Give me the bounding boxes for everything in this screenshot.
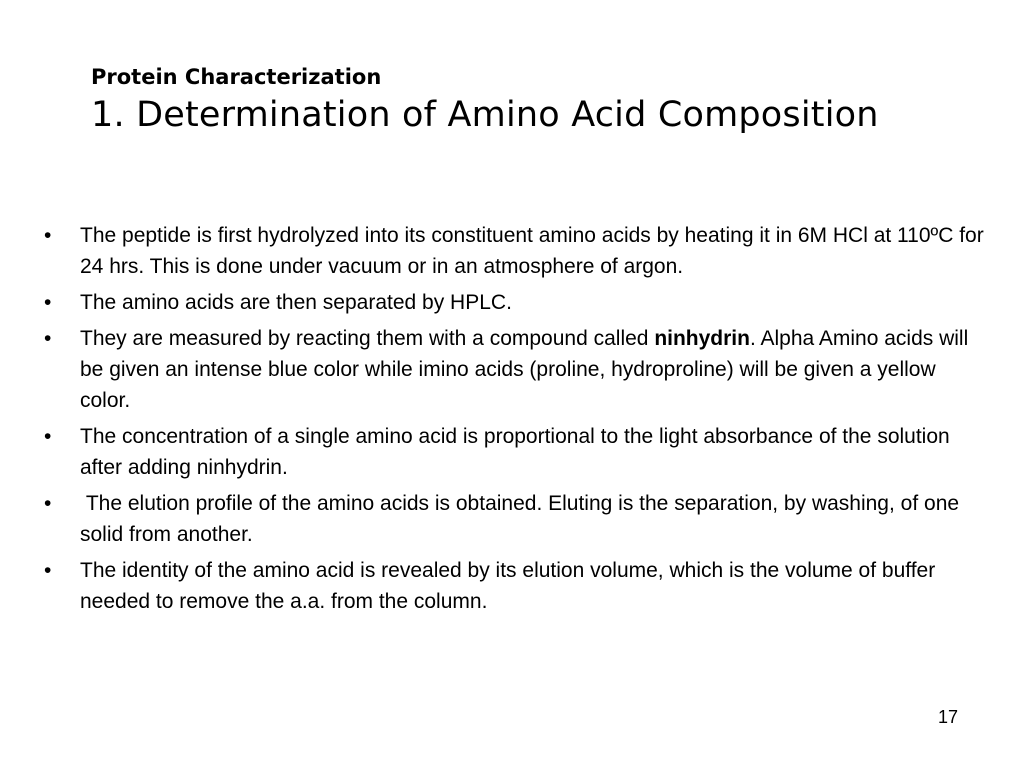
bullet-text — [80, 327, 968, 412]
bullet-list — [44, 220, 984, 622]
bold-term: ninhydrin — [654, 327, 750, 350]
bullet-text-before: They are measured by reacting them with a compound called — [80, 327, 655, 350]
bullet-icon: • — [44, 291, 52, 314]
bullet-item — [44, 220, 984, 282]
slide-heading: Protein Characterization — [91, 65, 382, 89]
bullet-text: The amino acids are then separated by HPLC. — [80, 291, 512, 314]
slide-subheading: 1. Determination of Amino Acid Composition — [91, 95, 879, 135]
bullet-icon: • — [44, 327, 52, 350]
page-number: 17 — [938, 707, 959, 727]
bullet-text: The peptide is first hydrolyzed into its constituent amino acids by heating it in 6M HCl at 110ºC for 24 hrs. This is done under vacuum or in an atmosphere of argon. — [80, 224, 984, 278]
bullet-item — [44, 287, 984, 318]
bullet-icon: • — [44, 559, 52, 582]
bullet-item — [44, 488, 984, 550]
bullet-text-after: . Alpha Amino acids will be given an intense blue color while imino acids (proline, hydroproline) will be given a yellow color. — [80, 327, 969, 412]
bullet-icon: • — [44, 425, 52, 448]
bullet-icon: • — [44, 224, 52, 247]
bullet-icon: • — [44, 492, 52, 515]
title-block — [91, 62, 991, 138]
bullet-text: The concentration of a single amino acid is proportional to the light absorbance of the solution after adding ninhydrin. — [80, 425, 950, 479]
bullet-text: The identity of the amino acid is revealed by its elution volume, which is the volume of buffer needed to remove the a.a. from the column. — [80, 559, 936, 613]
bullet-text: The elution profile of the amino acids is obtained. Eluting is the separation, by washing, of one solid from another. — [80, 492, 965, 546]
bullet-item — [44, 421, 984, 483]
bullet-item — [44, 555, 984, 617]
bullet-item — [44, 323, 984, 416]
